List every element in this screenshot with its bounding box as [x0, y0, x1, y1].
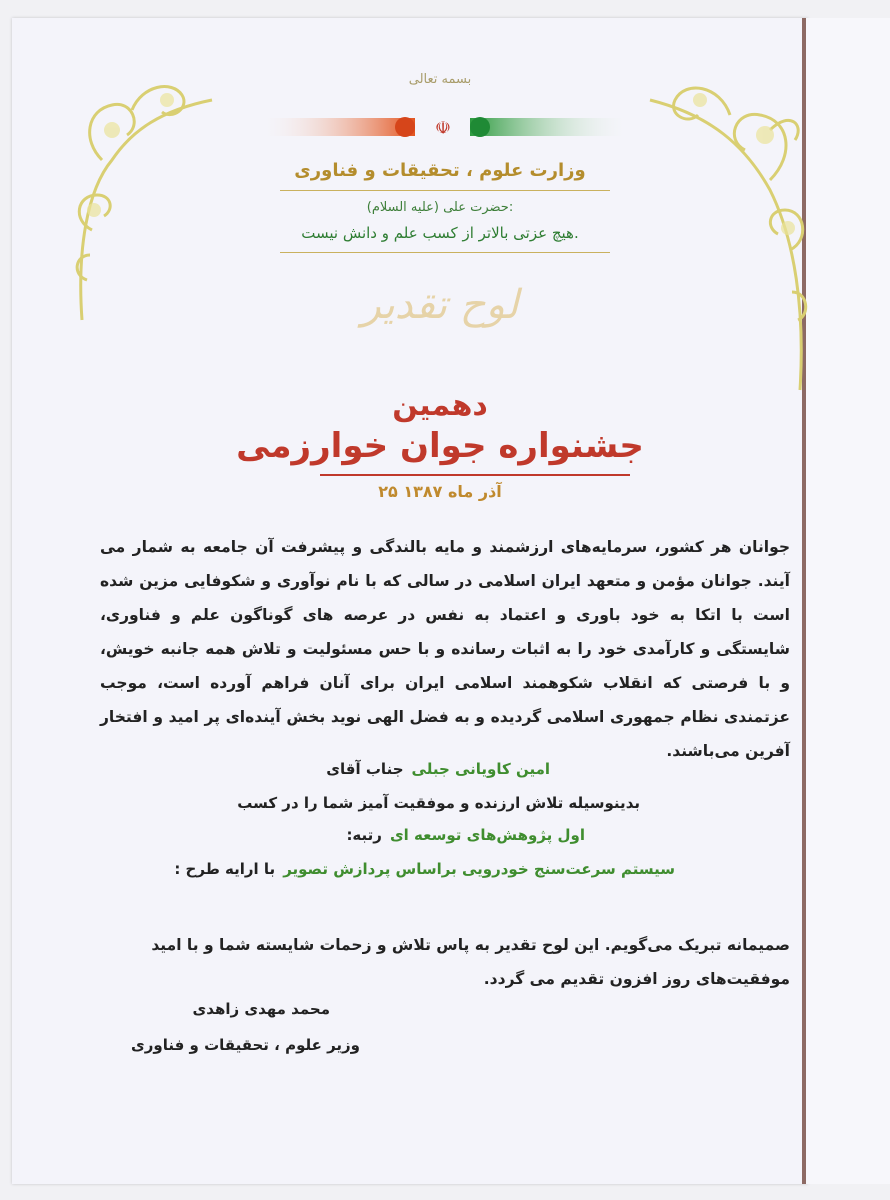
recipient-line [326, 760, 550, 778]
signatory-title: وزیر علوم ، تحقیقات و فناوری [131, 1036, 360, 1054]
rank-label: رتبه: [346, 826, 382, 844]
rank-value: اول پژوهش‌های توسعه ای [389, 826, 585, 844]
iran-flag-emblem [265, 112, 625, 142]
title-underline [320, 474, 630, 476]
festival-name: جشنواره جوان خوارزمی [236, 426, 644, 466]
project-line [174, 860, 675, 878]
quote-text: هیچ عزتی بالاتر از کسب علم و دانش نیست. [301, 224, 579, 242]
closing-text: صمیمانه تبریک می‌گویم. این لوح تقدیر به پاس تلاش و زحمات شایسته شما و با امید موفقیت‌های روز افزون تقدیم می گردد. [151, 936, 790, 988]
scan-margin [806, 18, 890, 1184]
ministry-name: وزارت علوم ، تحقیقات و فناوری [294, 160, 586, 181]
project-label: با ارایه طرح : [174, 860, 276, 878]
achievement-line: بدینوسیله تلاش ارزنده و موفقیت آمیز شما را در کسب [237, 794, 640, 812]
rank-line [346, 826, 585, 844]
salutation: جناب آقای [326, 760, 404, 778]
award-title: لوح تقدیر [361, 282, 519, 328]
festival-edition: دهمین [392, 388, 488, 423]
divider-bottom [280, 252, 610, 253]
signatory-name: محمد مهدی زاهدی [192, 1000, 330, 1018]
recipient-name: امین کاویانی جبلی [411, 760, 550, 778]
bismillah-text: بسمه تعالی [408, 72, 472, 87]
festival-date: ۲۵ آذر ماه ۱۳۸۷ [378, 482, 502, 501]
project-title: سیستم سرعت‌سنج خودرویی براساس پردازش تصویر [283, 860, 675, 878]
quote-author: حضرت علی (علیه السلام): [366, 200, 514, 215]
certificate-body: جوانان هر کشور، سرمایه‌های ارزشمند و مایه بالندگی و پیشرفت آن جامعه به شمار می آیند. جوانان مؤمن و متعهد ایران اسلامی در سالی که با نام نوآوری و شکوفایی مزین شده است با اتکا به خود باوری و اعتماد به نفس در عرصه های گوناگون علم و فناوری، شایستگی و کارآمدی خود را به اثبات رسانده و با حس مسئولیت و تلاش همه جانبه خویش، و با فرصتی که انقلاب شکوهمند اسلامی ایران برای آنان فراهم آورده است، موجب عزتمندی نظام جمهوری اسلامی گردیده و به فضل الهی نوید بخش آینده‌ای پر امید و افتخار آفرین می‌باشند. [100, 538, 790, 760]
divider-top [280, 190, 610, 191]
svg-text:☫: ☫ [434, 118, 452, 139]
